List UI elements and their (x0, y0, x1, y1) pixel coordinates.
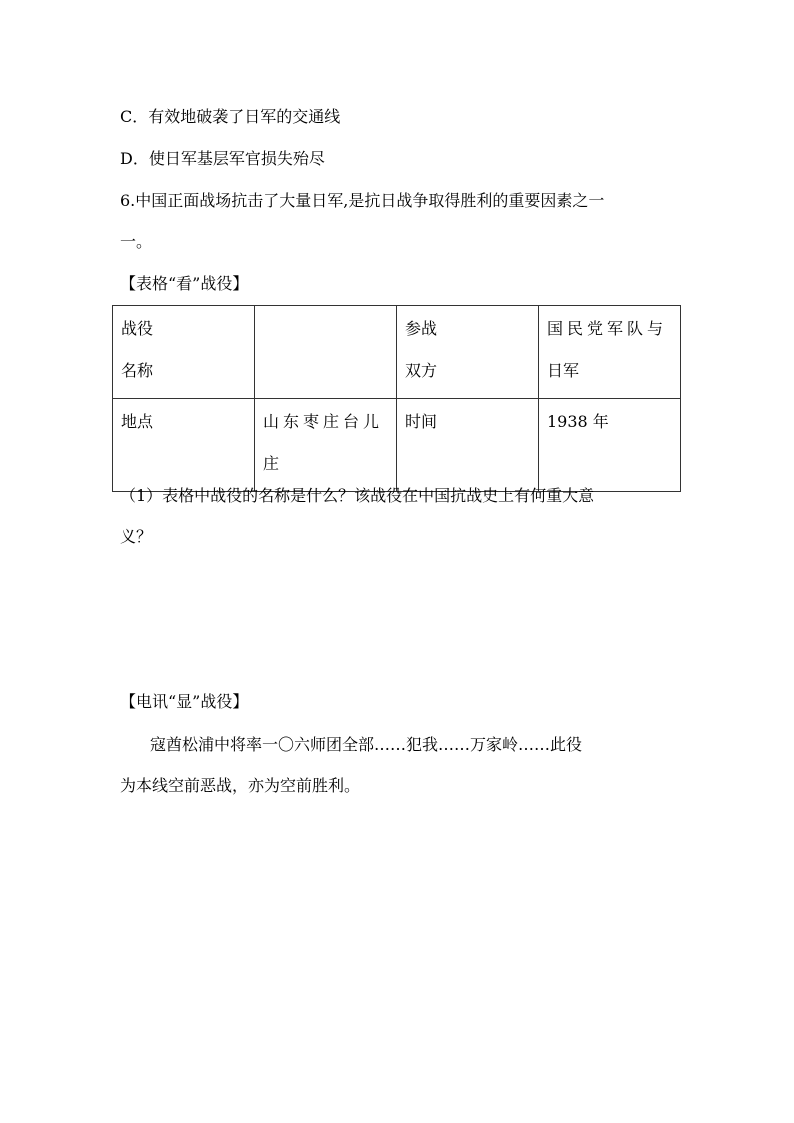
table-cell (255, 399, 397, 492)
table-cell-blank (255, 306, 397, 399)
section-title-telegram: 【电讯“显”战役】 (120, 692, 249, 711)
battle-info-table (112, 305, 681, 492)
telegram-text-line2: 为本线空前恶战，亦为空前胜利。 (120, 776, 361, 795)
cell-text: 参战 (405, 319, 438, 338)
option-d: D．使日军基层军官损失殆尽 (120, 149, 325, 168)
telegram-text-line1: 寇酋松浦中将率一〇六师团全部……犯我……万家岭……此役 (150, 735, 583, 754)
cell-text: 日军 (547, 361, 580, 380)
question-6-stem-line1: 6.中国正面战场抗击了大量日军,是抗日战争取得胜利的重要因素之一 (120, 191, 605, 210)
table-row (113, 399, 681, 492)
table-cell (113, 306, 255, 399)
table-cell (397, 399, 539, 492)
option-c: C．有效地破袭了日军的交通线 (120, 107, 341, 126)
table-cell (113, 399, 255, 492)
question-6-stem-line2: 一。 (120, 232, 153, 251)
section-title-table: 【表格“看”战役】 (120, 274, 249, 293)
cell-text: 庄 (263, 454, 280, 473)
table-cell (397, 306, 539, 399)
sub-question-1-line2: 义？ (120, 527, 153, 546)
cell-text: 战役 (121, 319, 154, 338)
table-cell (539, 399, 681, 492)
cell-text: 国民党军队与 (547, 319, 668, 338)
cell-text: 双方 (405, 361, 438, 380)
cell-text: 地点 (121, 412, 154, 431)
table-cell (539, 306, 681, 399)
cell-text: 1938 年 (547, 412, 609, 431)
cell-text: 时间 (405, 412, 438, 431)
sub-question-1-line1: （1）表格中战役的名称是什么？该战役在中国抗战史上有何重大意 (120, 486, 595, 505)
table-row (113, 306, 681, 399)
cell-text: 名称 (121, 361, 154, 380)
cell-text: 山东枣庄台儿 (263, 412, 384, 431)
